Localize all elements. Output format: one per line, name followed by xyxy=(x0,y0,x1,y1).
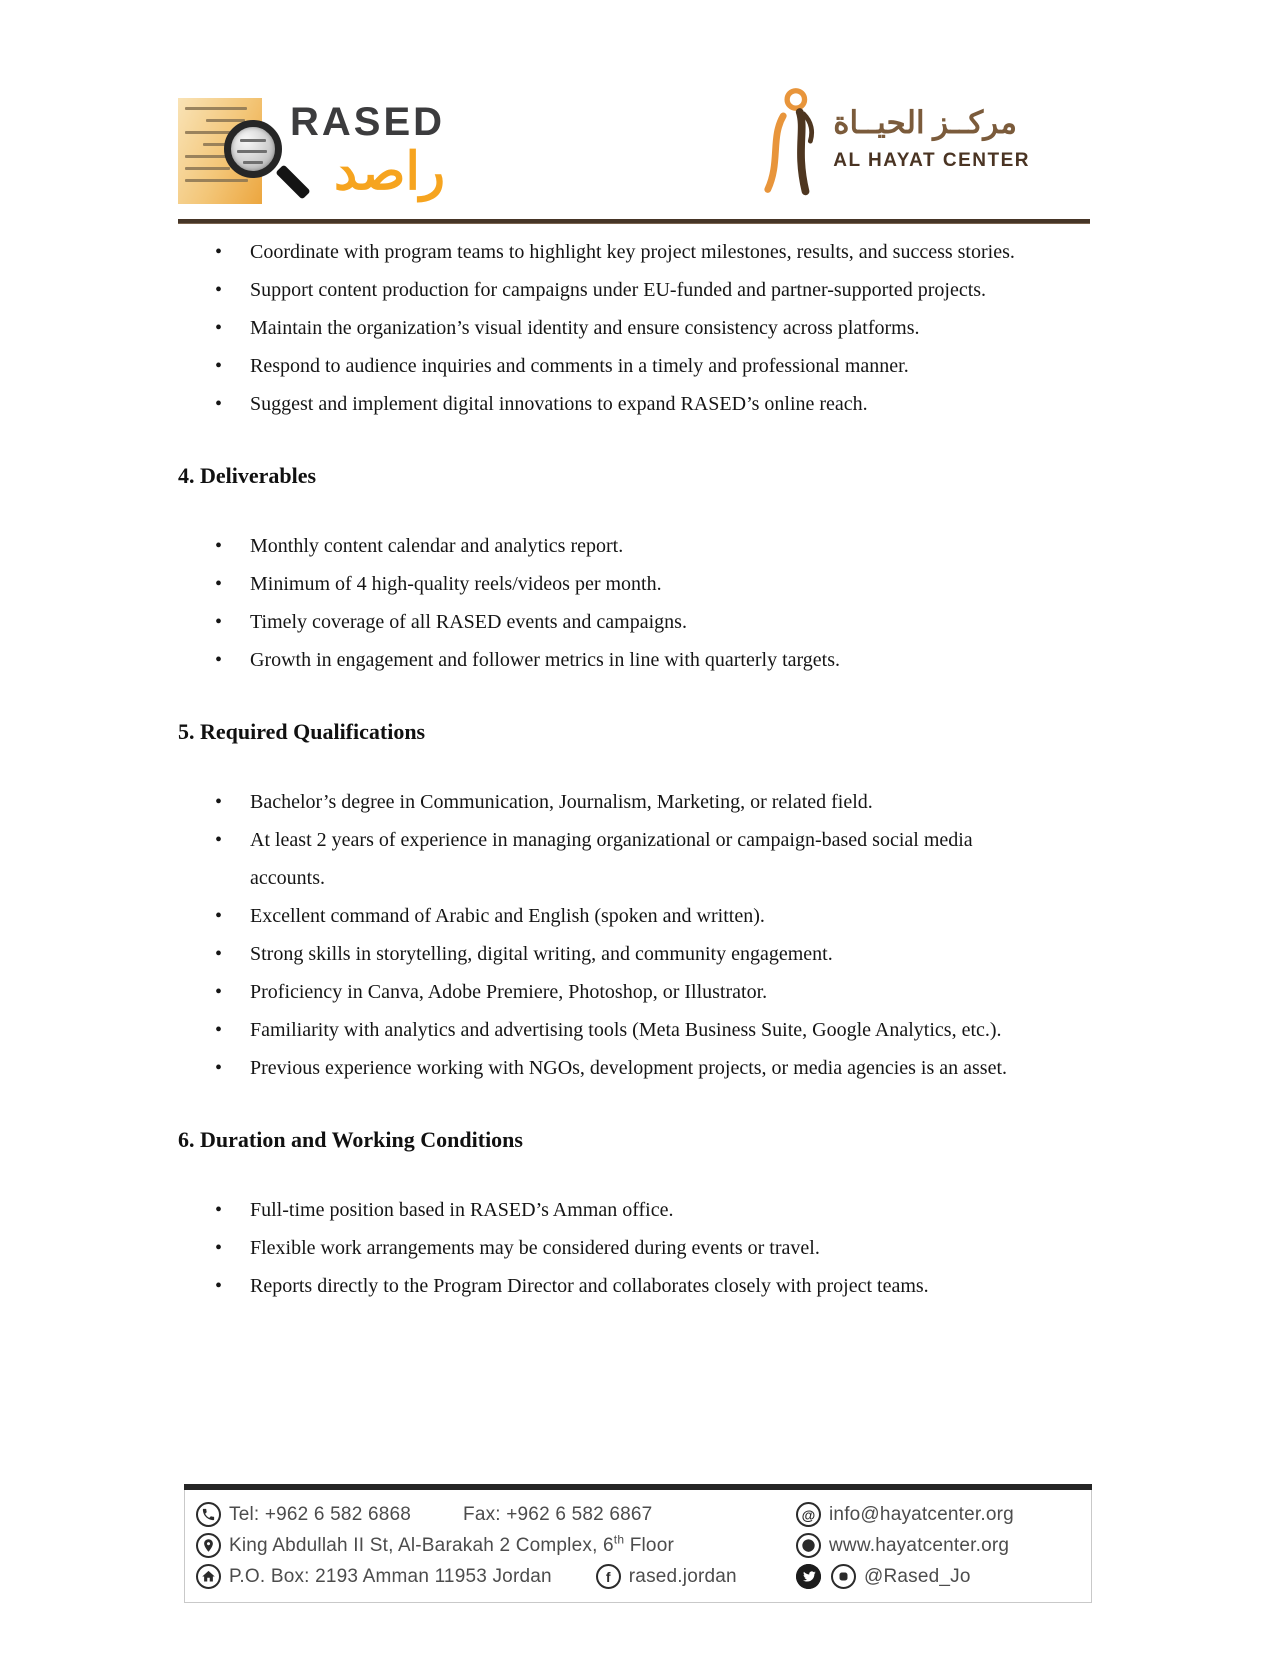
document-body xyxy=(178,233,1090,1305)
section-heading-deliverables: 4. Deliverables xyxy=(178,463,317,488)
home-icon xyxy=(196,1564,221,1589)
list-item: • Coordinate with program teams to highlight key project milestones, results, and success stories. xyxy=(178,233,1090,271)
footer-row-social xyxy=(796,1561,1081,1592)
email-value: info@hayatcenter.org xyxy=(829,1503,1014,1525)
globe-icon xyxy=(796,1533,821,1558)
section-heading-qualifications: 5. Required Qualifications xyxy=(178,719,426,744)
al-hayat-english-name: AL HAYAT CENTER xyxy=(833,150,1030,172)
list-item: • At least 2 years of experience in managing organizational or campaign-based social media accounts. xyxy=(178,821,1090,897)
contact-footer xyxy=(184,1484,1092,1603)
footer-row-phone xyxy=(196,1499,796,1530)
location-pin-icon xyxy=(196,1533,221,1558)
section-heading-duration: 6. Duration and Working Conditions xyxy=(178,1127,523,1152)
list-item: • Maintain the organization’s visual identity and ensure consistency across platforms. xyxy=(178,309,1090,347)
pobox-value: P.O. Box: 2193 Amman 11953 Jordan xyxy=(229,1565,552,1587)
header-divider xyxy=(178,219,1090,224)
tel-value: Tel: +962 6 582 6868 xyxy=(229,1503,412,1525)
phone-icon xyxy=(196,1502,221,1527)
list-item: • Strong skills in storytelling, digital writing, and community engagement. xyxy=(178,935,1090,973)
list-item: • Flexible work arrangements may be considered during events or travel. xyxy=(178,1229,1090,1267)
magnifier-icon xyxy=(224,120,282,178)
list-item: • Suggest and implement digital innovations to expand RASED’s online reach. xyxy=(178,385,1090,423)
list-item: • Excellent command of Arabic and English (spoken and written). xyxy=(178,897,1090,935)
list-item: • Full-time position based in RASED’s Amman office. xyxy=(178,1191,1090,1229)
al-hayat-logo xyxy=(761,86,1030,200)
rased-arabic-wordmark: راصد xyxy=(334,143,446,201)
list-item: • Timely coverage of all RASED events and campaigns. xyxy=(178,603,1090,641)
list-item: • Proficiency in Canva, Adobe Premiere, Photoshop, or Illustrator. xyxy=(178,973,1090,1011)
duration-bullet-list xyxy=(178,1191,1090,1305)
page-header xyxy=(178,84,1090,206)
rased-logo xyxy=(178,84,445,204)
footer-row-pobox xyxy=(196,1561,796,1592)
twitter-icon xyxy=(796,1564,821,1589)
facebook-icon: f xyxy=(596,1564,621,1589)
rased-wordmark: RASED xyxy=(290,100,446,144)
address-value: King Abdullah II St, Al-Barakah 2 Complex, 6th Floor xyxy=(229,1532,674,1556)
social-handle: @Rased_Jo xyxy=(864,1565,971,1587)
list-item: • Previous experience working with NGOs, development projects, or media agencies is an asset. xyxy=(178,1049,1090,1087)
list-item: • Minimum of 4 high-quality reels/videos per month. xyxy=(178,565,1090,603)
list-item: • Monthly content calendar and analytics report. xyxy=(178,527,1090,565)
deliverables-bullet-list xyxy=(178,527,1090,679)
instagram-icon xyxy=(831,1564,856,1589)
list-item: • Growth in engagement and follower metrics in line with quarterly targets. xyxy=(178,641,1090,679)
footer-row-address xyxy=(196,1530,796,1561)
facebook-handle: rased.jordan xyxy=(628,1565,737,1587)
al-hayat-arabic-name: مركــز الحيــاة xyxy=(833,105,1017,140)
intro-bullet-list xyxy=(178,233,1090,423)
list-item: • Support content production for campaigns under EU-funded and partner-supported projects. xyxy=(178,271,1090,309)
footer-row-email xyxy=(796,1499,1081,1530)
list-item: • Reports directly to the Program Director and collaborates closely with project teams. xyxy=(178,1267,1090,1305)
website-value: www.hayatcenter.org xyxy=(829,1534,1010,1556)
list-item: • Respond to audience inquiries and comments in a timely and professional manner. xyxy=(178,347,1090,385)
at-icon: @ xyxy=(796,1502,821,1527)
human-figure-icon xyxy=(761,86,821,200)
qualifications-bullet-list xyxy=(178,783,1090,1087)
list-item: • Familiarity with analytics and advertising tools (Meta Business Suite, Google Analytics, etc.). xyxy=(178,1011,1090,1049)
list-item: • Bachelor’s degree in Communication, Journalism, Marketing, or related field. xyxy=(178,783,1090,821)
footer-row-website xyxy=(796,1530,1081,1561)
fax-value: Fax: +962 6 582 6867 xyxy=(463,1503,653,1525)
